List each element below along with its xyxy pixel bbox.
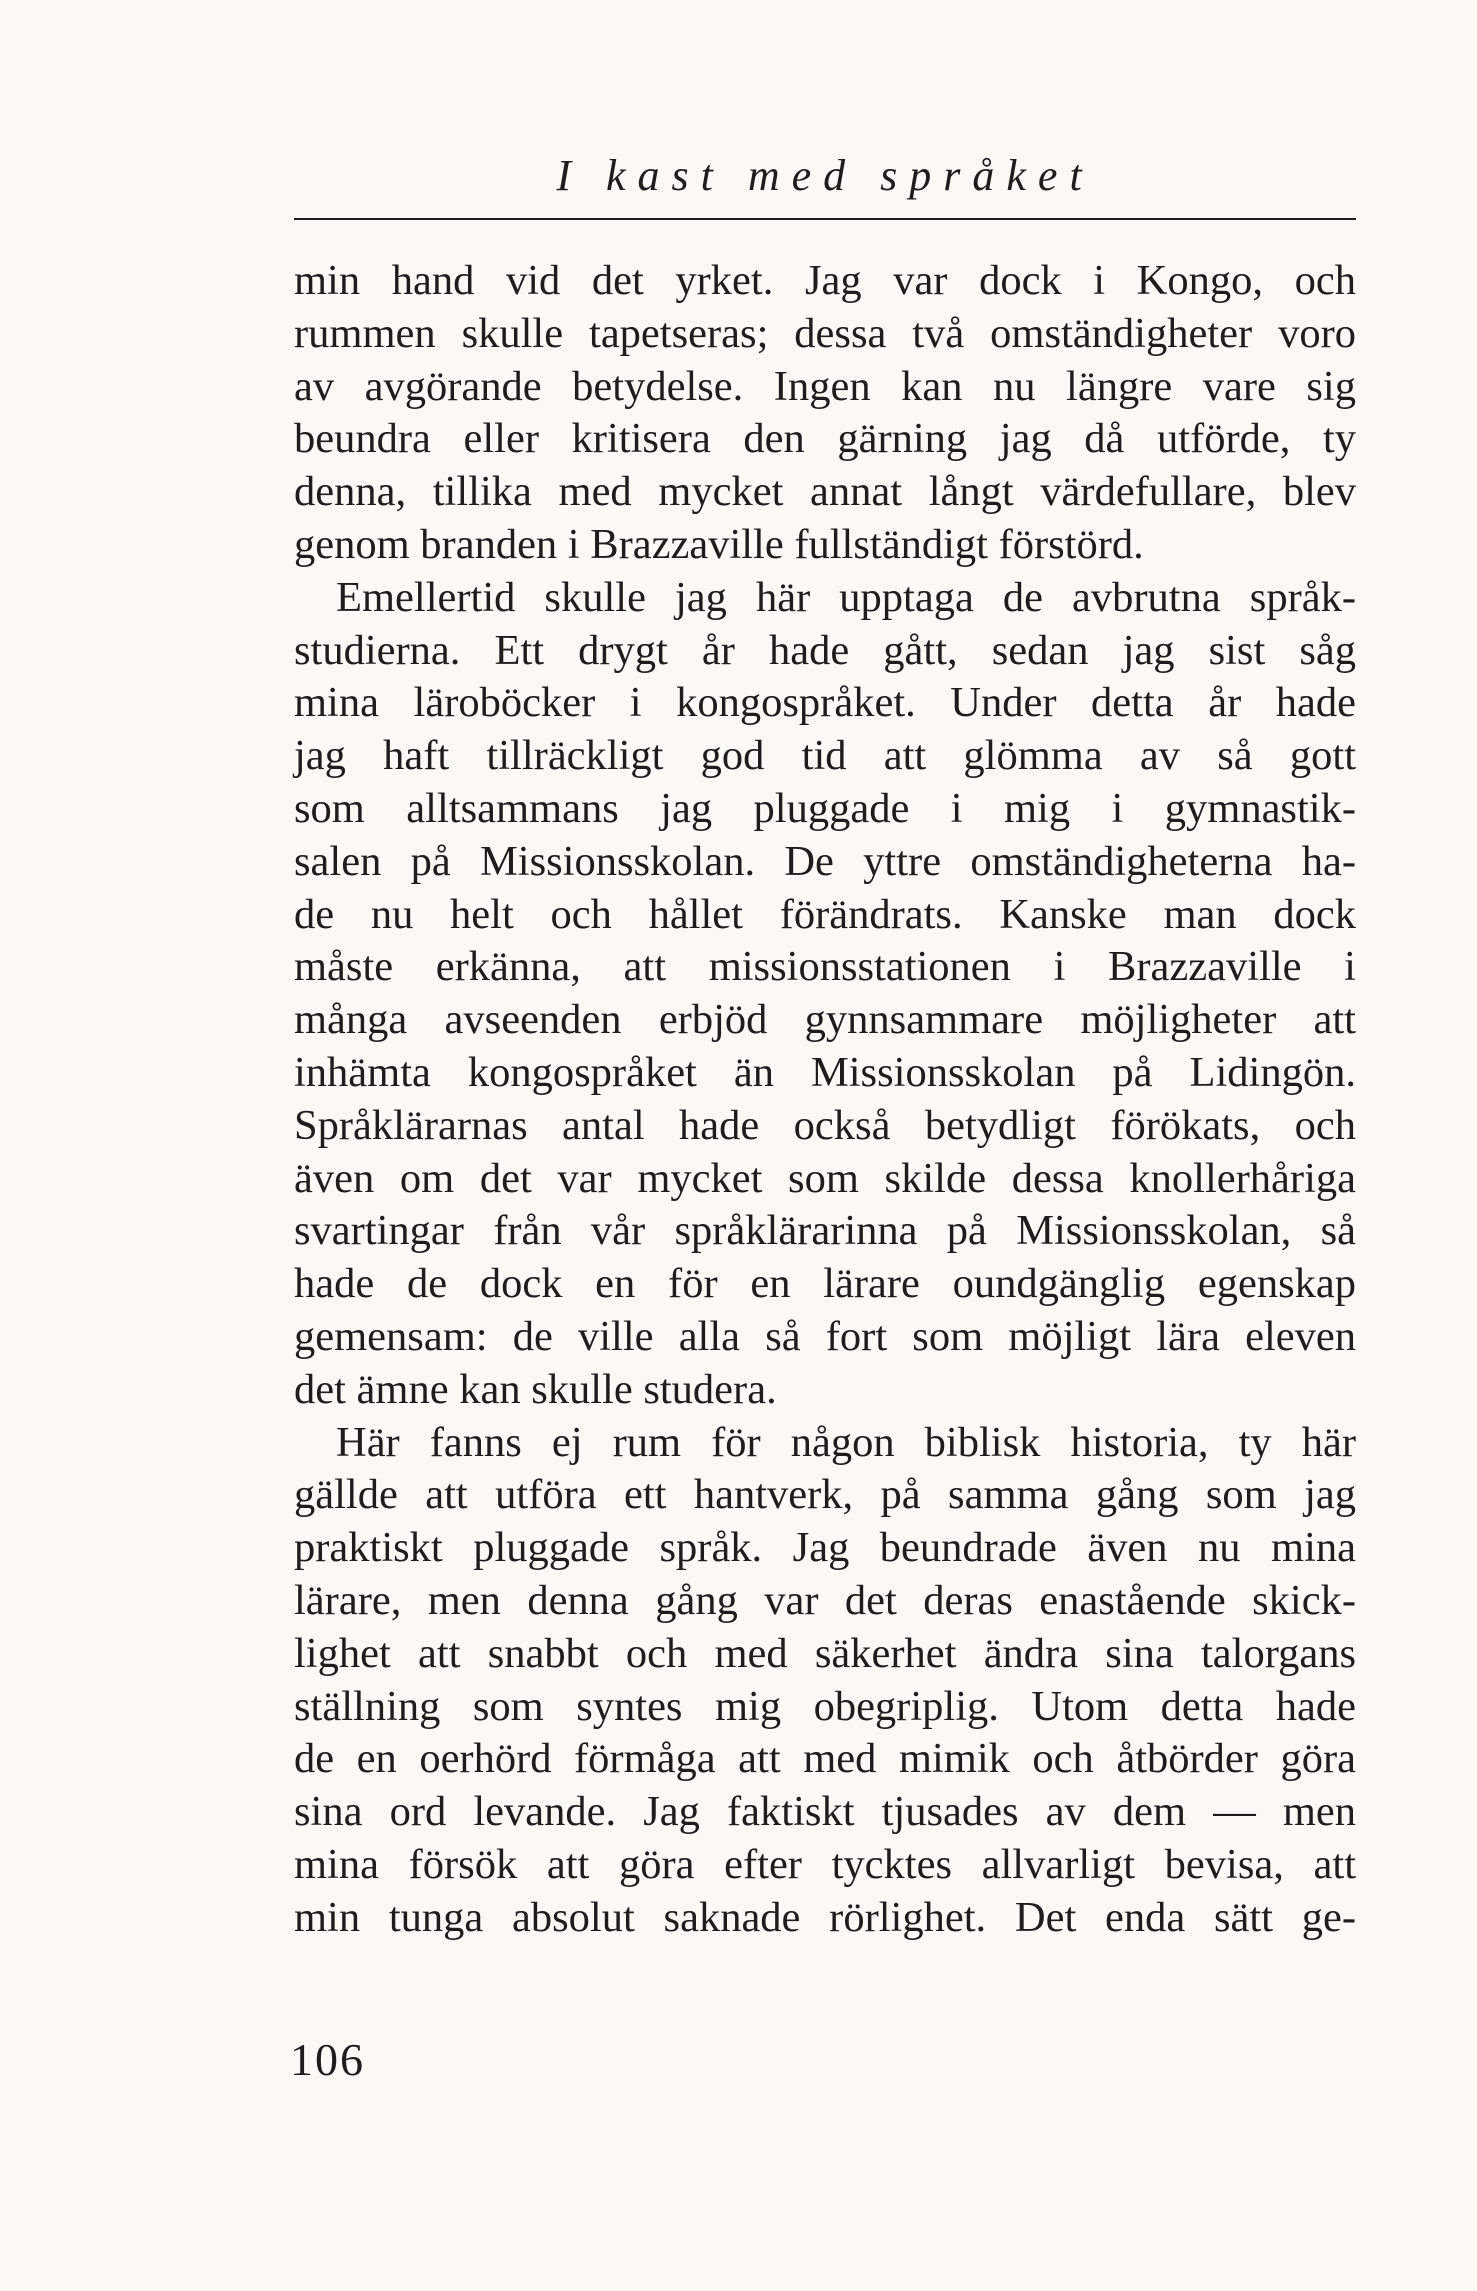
text-line: även om det var mycket som skilde dessa knollerhåriga	[294, 1154, 1356, 1202]
text-line: min tunga absolut saknade rörlighet. Det enda sätt ge-	[294, 1893, 1356, 1941]
text-line: inhämta kongospråket än Missionsskolan på Lidingön.	[294, 1048, 1356, 1096]
text-line: beundra eller kritisera den gärning jag då utförde, ty	[294, 415, 1356, 463]
text-line: gemensam: de ville alla så fort som möjligt lära eleven	[294, 1312, 1356, 1360]
text-line: lärare, men denna gång var det deras enastående skick-	[294, 1576, 1356, 1624]
text-line: salen på Missionsskolan. De yttre omständigheterna ha-	[294, 837, 1356, 885]
body-text	[294, 255, 1356, 1945]
text-line: de en oerhörd förmåga att med mimik och åtbörder göra	[294, 1735, 1356, 1783]
paragraph-start-line: Här fanns ej rum för någon biblisk historia, ty här	[336, 1418, 1356, 1466]
text-line: svartingar från vår språklärarinna på Missionsskolan, så	[294, 1207, 1356, 1255]
text-line: ställning som syntes mig obegriplig. Utom detta hade	[294, 1682, 1356, 1730]
text-line: Språklärarnas antal hade också betydligt förökats, och	[294, 1101, 1356, 1149]
text-line: studierna. Ett drygt år hade gått, sedan jag sist såg	[294, 626, 1356, 674]
text-line: gällde att utföra ett hantverk, på samma gång som jag	[294, 1471, 1356, 1519]
text-line: måste erkänna, att missionsstationen i Brazzaville i	[294, 943, 1356, 991]
text-line: mina försök att göra efter tycktes allvarligt bevisa, att	[294, 1840, 1356, 1888]
text-line: av avgörande betydelse. Ingen kan nu längre vare sig	[294, 362, 1356, 410]
text-line: de nu helt och hållet förändrats. Kanske man dock	[294, 890, 1356, 938]
page-number: 106	[290, 2034, 365, 2085]
text-line: det ämne kan skulle studera.	[294, 1365, 777, 1413]
text-line: hade de dock en för en lärare oundgänglig egenskap	[294, 1260, 1356, 1308]
paragraph-start-line: Emellertid skulle jag här upptaga de avbrutna språk-	[336, 573, 1356, 621]
text-line: mina läroböcker i kongospråket. Under detta år hade	[294, 679, 1356, 727]
running-head: I kast med språket	[556, 151, 1094, 200]
text-line: denna, tillika med mycket annat långt värdefullare, blev	[294, 468, 1356, 516]
text-line: rummen skulle tapetseras; dessa två omständigheter voro	[294, 309, 1356, 357]
text-line: genom branden i Brazzaville fullständigt förstörd.	[294, 520, 1144, 568]
text-line: många avseenden erbjöd gynnsammare möjligheter att	[294, 996, 1356, 1044]
text-line: som alltsammans jag pluggade i mig i gymnastik-	[294, 784, 1356, 832]
text-line: praktiskt pluggade språk. Jag beundrade även nu mina	[294, 1524, 1356, 1572]
text-line: jag haft tillräckligt god tid att glömma av så gott	[294, 732, 1356, 780]
text-line: min hand vid det yrket. Jag var dock i Kongo, och	[294, 257, 1356, 304]
text-line: sina ord levande. Jag faktiskt tjusades av dem — men	[294, 1788, 1356, 1836]
text-line: lighet att snabbt och med säkerhet ändra sina talorgans	[294, 1629, 1356, 1677]
header-rule	[294, 218, 1356, 220]
